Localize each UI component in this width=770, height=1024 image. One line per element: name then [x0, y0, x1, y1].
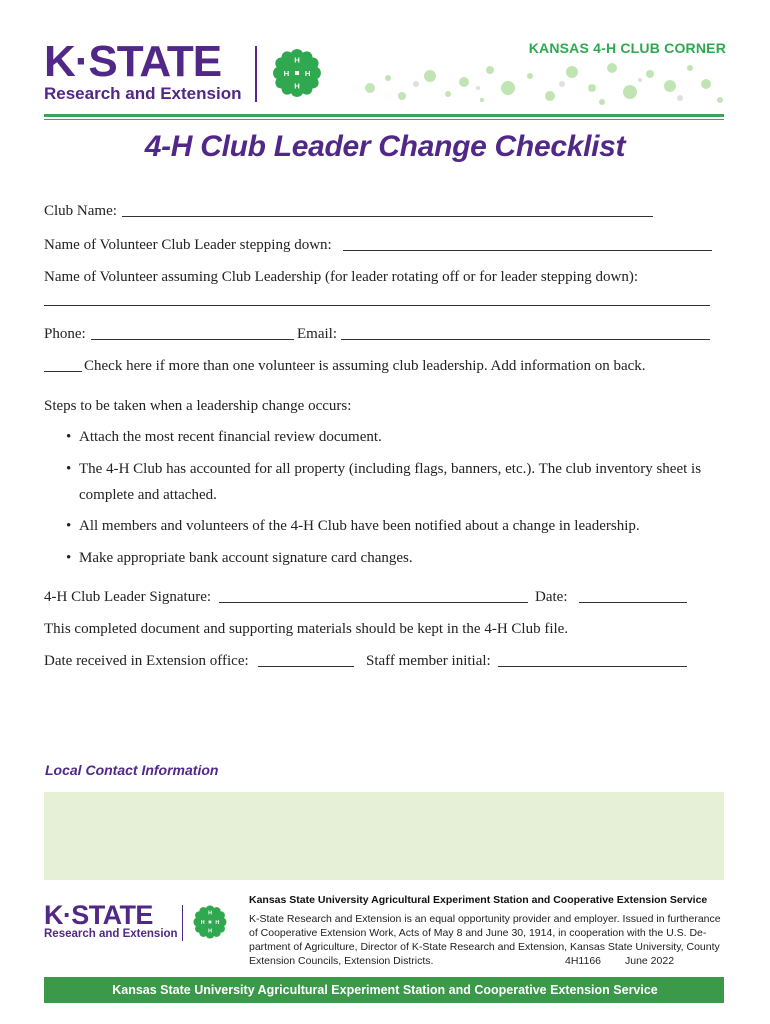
svg-text:H: H [294, 55, 300, 65]
phone-label: Phone: [44, 326, 86, 342]
svg-text:H: H [294, 81, 300, 91]
header-rule [44, 114, 724, 117]
email-label: Email: [297, 326, 337, 342]
list-item-text: Attach the most recent financial review document. [79, 429, 382, 445]
publication-number: 4H1166 [565, 955, 602, 967]
club-name-label: Club Name: [44, 203, 117, 219]
footer-bar-text: Kansas State University Agricultural Experiment Station and Cooperative Extension Service [112, 983, 658, 997]
stepping-down-field[interactable] [343, 250, 712, 251]
decorative-dots [340, 58, 730, 118]
footer-text-line: K-State Research and Extension is an equal opportunity provider and employer. Issued in furtherance [249, 913, 721, 925]
phone-field[interactable] [91, 339, 294, 340]
footer-text-line: Extension Councils, Extension Districts. [249, 955, 434, 967]
svg-text:H: H [283, 68, 290, 78]
staff-initial-label: Staff member initial: [366, 653, 491, 669]
footer-logo-divider [182, 905, 183, 941]
list-item-text: The 4-H Club has accounted for all property (including flags, banners, etc.). The club inventory sheet is [79, 461, 702, 477]
assuming-leadership-field[interactable] [44, 305, 710, 306]
local-contact-box[interactable] [44, 792, 724, 880]
svg-text:H: H [215, 920, 220, 926]
svg-text:H: H [200, 920, 205, 926]
4h-clover-icon [268, 44, 326, 102]
kstate-logo: K·STATE [44, 37, 222, 86]
date-received-field[interactable] [258, 666, 354, 667]
page-title: 4-H Club Leader Change Checklist [144, 130, 626, 163]
footer-kstate-subtitle: Research and Extension [44, 928, 178, 940]
date-received-label: Date received in Extension office: [44, 653, 249, 669]
stepping-down-label: Name of Volunteer Club Leader stepping down: [44, 237, 332, 253]
email-field[interactable] [341, 339, 710, 340]
kstate-logo-subtitle: Research and Extension [44, 84, 242, 103]
svg-text:H: H [304, 68, 311, 78]
multi-volunteer-text: Check here if more than one volunteer is assuming club leadership. Add information on back. [84, 358, 646, 374]
staff-initial-field[interactable] [498, 666, 687, 667]
local-contact-heading: Local Contact Information [45, 762, 219, 778]
signature-date-label: Date: [535, 589, 568, 605]
list-item-text: All members and volunteers of the 4-H Club have been notified about a change in leadership. [79, 518, 640, 534]
footer-text-line: of Cooperative Extension Work, Acts of May 8 and June 30, 1914, in cooperation with the U.S. De- [249, 927, 707, 939]
leader-signature-label: 4-H Club Leader Signature: [44, 589, 212, 605]
header-rule-thin [44, 119, 724, 120]
4h-clover-icon [190, 902, 230, 942]
bullet: • [66, 461, 72, 477]
leader-signature-field[interactable] [219, 602, 528, 603]
signature-date-field[interactable] [579, 602, 687, 603]
assuming-leadership-label: Name of Volunteer assuming Club Leadership (for leader rotating off or for leader stepping down): [44, 269, 639, 285]
publication-date: June 2022 [625, 955, 675, 967]
list-item-text: Make appropriate bank account signature card changes. [79, 550, 413, 566]
club-name-field[interactable] [122, 216, 653, 217]
bullet: • [66, 518, 72, 534]
steps-intro: Steps to be taken when a leadership change occurs: [44, 398, 352, 414]
file-note: This completed document and supporting materials should be kept in the 4-H Club file. [44, 621, 569, 637]
multi-volunteer-checkbox[interactable] [44, 371, 82, 372]
footer-text-line: partment of Agriculture, Director of K-State Research and Extension, Kansas State University, County [249, 941, 720, 953]
list-item-text: complete and attached. [79, 487, 217, 503]
footer-heading: Kansas State University Agricultural Experiment Station and Cooperative Extension Service [249, 894, 708, 906]
club-corner-title: KANSAS 4-H CLUB CORNER [528, 40, 726, 56]
bullet: • [66, 550, 72, 566]
footer-kstate-logo: K·STATE [44, 900, 153, 930]
svg-text:H: H [208, 910, 212, 917]
bullet: • [66, 429, 72, 445]
svg-text:H: H [208, 928, 212, 935]
logo-divider [255, 46, 257, 102]
